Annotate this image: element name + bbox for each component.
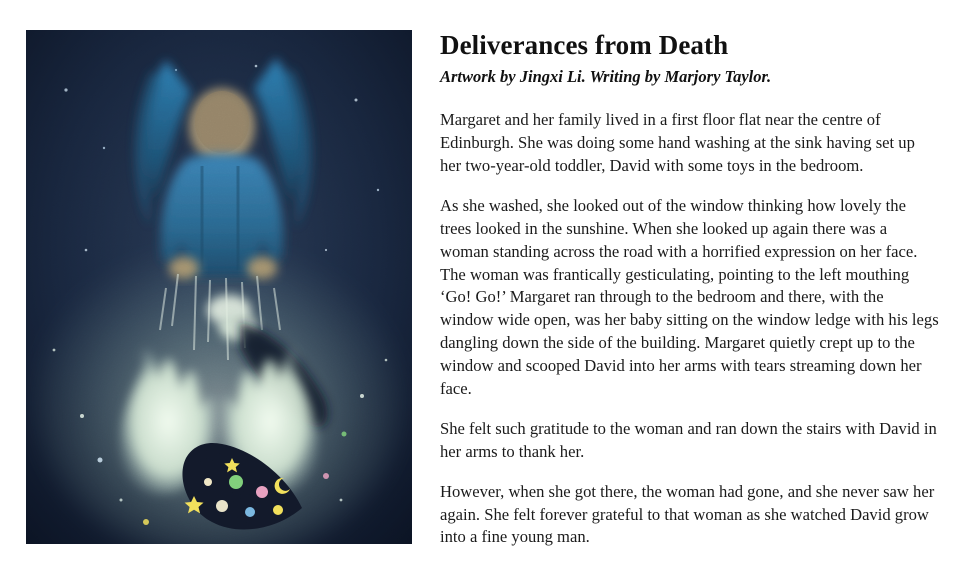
body-paragraph: Margaret and her family lived in a first floor flat near the centre of Edinburgh. She was doing some hand washing at the sink having set up her two-year-old toddler, David with some toys in the bedroom. bbox=[440, 110, 915, 176]
body-paragraph: However, when she got there, the woman had gone, and she never saw her again. She felt forever grateful to that woman as she watched David grow into a fine young man. bbox=[440, 481, 935, 547]
body-paragraph: She felt such gratitude to the woman and ran down the stairs with David in her arms to thank her. bbox=[440, 418, 937, 461]
byline: Artwork by Jingxi Li. Writing by Marjory Taylor. bbox=[440, 67, 772, 87]
page-title: Deliverances from Death bbox=[440, 30, 729, 60]
body-paragraph: As she washed, she looked out of the window thinking how lovely the trees looked in the sunshine. When she looked up again there was a woman standing across the road with a horrified expression on her face. The woman was frantically gesticulating, pointing to the left mouthing ‘Go! Go!’ Margaret ran through to the bedroom and there, with the window wide open, was her baby sitting on the window ledge with his legs dangling down the side of the building. Margaret quietly crept up to the window and scooped David into her arms with tears streaming down her face. bbox=[440, 195, 939, 399]
artwork-illustration bbox=[26, 30, 412, 544]
artwork-svg bbox=[26, 30, 412, 544]
article-text-column bbox=[440, 30, 940, 549]
